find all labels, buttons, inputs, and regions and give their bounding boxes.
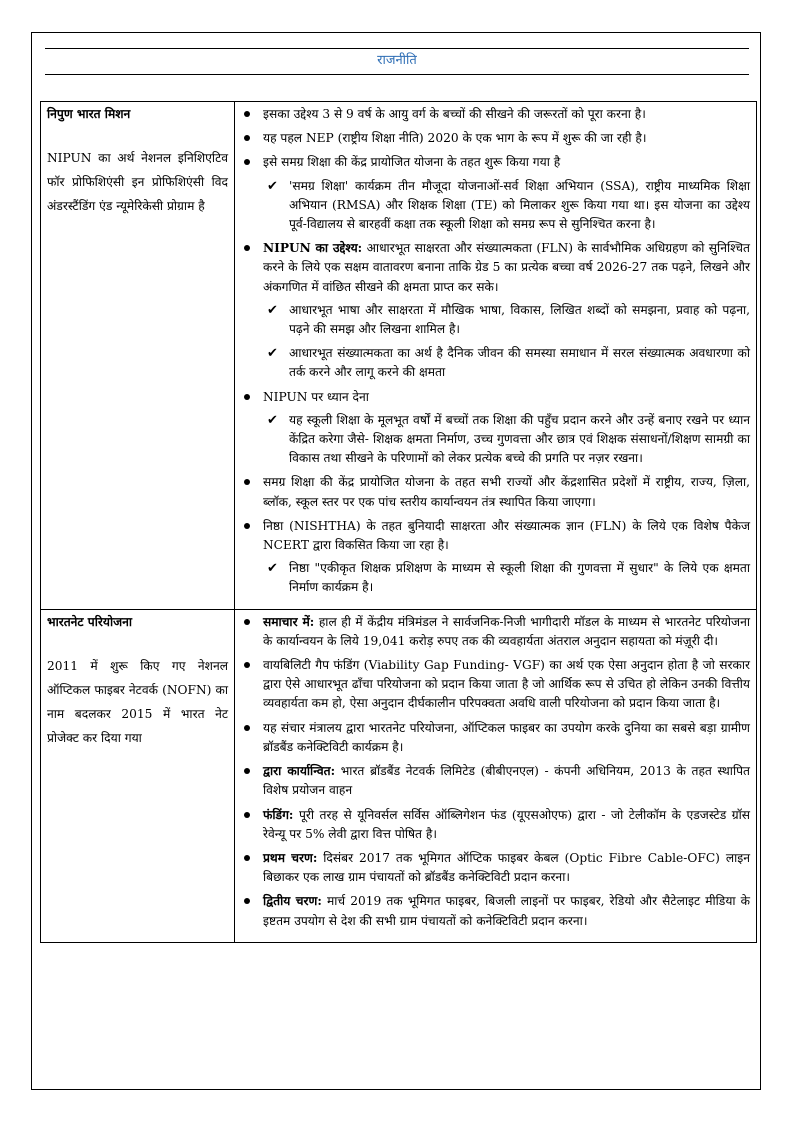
- bullet-item: [241, 719, 750, 757]
- check-list: [263, 411, 750, 469]
- bullet-dot-icon: [244, 394, 250, 400]
- bullet-lead: प्रथम चरण:: [263, 850, 318, 865]
- bullet-text: NIPUN पर ध्यान देना: [263, 389, 369, 404]
- bullet-text: यह पहल NEP (राष्ट्रीय शिक्षा नीति) 2020 के एक भाग के रूप में शुरू की जा रही है।: [263, 131, 647, 146]
- bullet-item: [241, 849, 750, 887]
- bullet-dot-icon: [244, 523, 250, 529]
- check-item: [263, 411, 750, 469]
- checkmark-icon: ✔: [267, 302, 278, 318]
- content-table: [40, 101, 757, 943]
- check-item: [263, 177, 750, 235]
- bullet-dot-icon: [244, 662, 250, 668]
- bullet-text: इसका उद्देश्य 3 से 9 वर्ष के आयु वर्ग के बच्चों की सीखने की जरूरतों को पूरा करना है।: [263, 107, 646, 121]
- checkmark-icon: ✔: [267, 346, 278, 362]
- bullet-text: पूरी तरह से यूनिवर्सल सर्विस ऑब्लिगेशन फंड (यूएसओएफ) द्वारा - जो टेलीकॉम के एडजस्टेड ग्रॉस रेवेन्यू पर 5% लेवी द्वारा वित्त पोषित है।: [263, 807, 751, 841]
- bullet-item: [241, 153, 750, 234]
- bullet-dot-icon: [244, 855, 250, 861]
- bullet-item: [241, 892, 750, 930]
- bullet-item: [241, 239, 750, 382]
- bullet-text: आधारभूत साक्षरता और संख्यात्मकता (FLN) के सार्वभौमिक अधिग्रहण को सुनिश्चित करने के लिये एक सक्षम वातावरण बनाना ताकि ग्रेड 5 का प्रत्येक बच्चा वर्ष 2026-27 तक पढ़ने, लिखने और अंकगणित में वांछित सीखने की क्षमता प्राप्त कर सके।: [263, 241, 750, 294]
- bullet-text: निष्ठा (NISHTHA) के तहत बुनियादी साक्षरता और संख्यात्मक ज्ञान (FLN) के लिये एक विशेष पैकेज NCERT द्वारा विकसित किया जा रहा है।: [263, 518, 750, 553]
- bullet-item: [241, 656, 750, 714]
- bullet-lead: द्वितीय चरण:: [263, 894, 322, 909]
- check-text: आधारभूत संख्यात्मकता का अर्थ है दैनिक जीवन की समस्या समाधान में सरल संख्यात्मक अवधारणा को तर्क करने और लागू करने की क्षमता: [289, 346, 750, 380]
- checkmark-icon: ✔: [267, 412, 278, 428]
- checkmark-icon: ✔: [267, 178, 278, 194]
- topic-row: [41, 609, 757, 942]
- topic-cell: [41, 609, 235, 942]
- bullet-dot-icon: [244, 619, 250, 625]
- bullet-item: [241, 473, 750, 511]
- check-text: निष्ठा "एकीकृत शिक्षक प्रशिक्षण के माध्यम से स्कूली शिक्षा की गुणवत्ता में सुधार" के लिये एक क्षमता निर्माण कार्यक्रम है।: [289, 561, 750, 595]
- bullet-text: हाल ही में केंद्रीय मंत्रिमंडल ने सार्वजनिक-निजी भागीदारी मॉडल के माध्यम से भारतनेट परियोजना के कार्यान्वयन के लिये 19,041 करोड़ रुपए तक की व्यवहार्यता अंतराल अनुदान सहायता को मंज़ूरी दी।: [263, 614, 750, 648]
- check-text: यह स्कूली शिक्षा के मूलभूत वर्षों में बच्चों तक शिक्षा की पहुँच प्रदान करने और उन्हें बनाए रखने पर ध्यान केंद्रित करेगा जैसे- शिक्षक क्षमता निर्माण, उच्च गुणवत्ता और छात्र एवं शिक्षक संसाधनों/शिक्षण सामग्री का विकास तथा सीखने के परिणामों को लेकर प्रत्येक बच्चे की प्रगति पर नज़र रखना।: [289, 412, 750, 466]
- header-rule-top: [45, 48, 749, 49]
- check-list: [263, 177, 750, 235]
- bullet-text: मार्च 2019 तक भूमिगत फाइबर, बिजली लाइनों पर फाइबर, रेडियो और सैटेलाइट मीडिया के इष्टतम उपयोग से देश की सभी ग्राम पंचायतों को कनेक्टिविटी प्रदान करना।: [263, 894, 751, 928]
- details-cell: [235, 609, 757, 942]
- topic-cell: [41, 102, 235, 610]
- bullet-lead: NIPUN का उद्देश्य:: [263, 241, 363, 256]
- bullet-dot-icon: [244, 111, 250, 117]
- check-list: [263, 301, 750, 383]
- bullet-item: [241, 613, 750, 651]
- bullet-dot-icon: [244, 725, 250, 731]
- bullet-lead: द्वारा कार्यान्वित:: [263, 764, 336, 779]
- bullet-dot-icon: [244, 812, 250, 818]
- bullet-text: भारत ब्रॉडबैंड नेटवर्क लिमिटेड (बीबीएनएल) - कंपनी अधिनियम, 2013 के तहत स्थापित विशेष प्रयोजन वाहन: [263, 764, 750, 798]
- bullet-lead: फंडिंग:: [263, 807, 294, 822]
- bullet-dot-icon: [244, 898, 250, 904]
- bullet-text: यह संचार मंत्रालय द्वारा भारतनेट परियोजना, ऑप्टिकल फाइबर का उपयोग करके दुनिया का सबसे बड़ा ग्रामीण ब्रॉडबैंड कनेक्टिविटी कार्यक्रम है।: [263, 720, 750, 754]
- bullet-item: [241, 762, 750, 800]
- topic-heading: भारतनेट परियोजना: [47, 614, 133, 629]
- check-text: 'समग्र शिक्षा' कार्यक्रम तीन मौजूदा योजनाओं-सर्व शिक्षा अभियान (SSA), राष्ट्रीय माध्यमिक शिक्षा अभियान (RMSA) और शिक्षक शिक्षा (TE) को मिलाकर शुरू किया गया था। इस योजना का उद्देश्य पूर्व-विद्यालय से बारहवीं कक्षा तक स्कूली शिक्षा को समग्र रूप से सुनिश्चित करना है।: [289, 178, 750, 232]
- bullet-text: इसे समग्र शिक्षा की केंद्र प्रायोजित योजना के तहत शुरू किया गया है: [263, 155, 561, 170]
- check-item: [263, 301, 750, 339]
- bullet-text: दिसंबर 2017 तक भूमिगत ऑप्टिक फाइबर केबल (Optic Fibre Cable-OFC) लाइन बिछाकर एक लाख ग्राम पंचायतों को ब्रॉडबैंड कनेक्टिविटी प्रदान करना।: [263, 850, 750, 885]
- bullet-item: [241, 517, 750, 598]
- bullet-item: [241, 806, 750, 844]
- topic-description: NIPUN का अर्थ नेशनल इनिशिएटिव फॉर प्रोफिशिएंसी इन प्रोफिशिएंसी विद अंडरस्टैंडिंग एंड न्यूमेरिकेसी प्रोग्राम है: [47, 151, 228, 213]
- bullet-item: [241, 388, 750, 469]
- bullet-dot-icon: [244, 135, 250, 141]
- bullet-list: [241, 105, 750, 598]
- check-list: [263, 559, 750, 597]
- check-text: आधारभूत भाषा और साक्षरता में मौखिक भाषा, विकास, लिखित शब्दों को समझना, प्रवाह को पढ़ना, पढ़ने की समझ और लिखना शामिल है।: [289, 302, 750, 337]
- checkmark-icon: ✔: [267, 561, 278, 577]
- topic-heading: निपुण भारत मिशन: [47, 107, 131, 121]
- bullet-list: [241, 613, 750, 931]
- details-cell: [235, 102, 757, 610]
- bullet-lead: समाचार में:: [263, 614, 315, 629]
- bullet-item: [241, 105, 750, 124]
- check-item: [263, 344, 750, 382]
- bullet-text: समग्र शिक्षा की केंद्र प्रायोजित योजना के तहत सभी राज्यों और केंद्रशासित प्रदेशों में राष्ट्रीय, राज्य, ज़िला, ब्लॉक, स्कूल स्तर पर एक पांच स्तरीय कार्यान्वयन तंत्र स्थापित किया जाएगा।: [263, 475, 750, 509]
- bullet-dot-icon: [244, 159, 250, 165]
- bullet-dot-icon: [244, 245, 250, 251]
- check-item: [263, 559, 750, 597]
- header-rule-bottom: [45, 74, 749, 75]
- bullet-dot-icon: [244, 479, 250, 485]
- page-title: राजनीति: [377, 53, 417, 68]
- topic-description: 2011 में शुरू किए गए नेशनल ऑप्टिकल फाइबर नेटवर्क (NOFN) का नाम बदलकर 2015 में भारत नेट प्रोजेक्ट कर दिया गया: [47, 658, 228, 745]
- bullet-text: वायबिलिटी गैप फंडिंग (Viability Gap Funding- VGF) का अर्थ एक ऐसा अनुदान होता है जो सरकार द्वारा ऐसे आधारभूत ढाँचा परियोजना को प्रदान किया जाता है जो आर्थिक रूप से उचित हो लेकिन उनकी वित्तीय व्यवहार्यता कम हो, ऐसा अनुदान दीर्घकालीन परिपक्वता अवधि वाली परियोजना को प्रदान किया जाता है।: [263, 658, 750, 711]
- bullet-item: [241, 129, 750, 148]
- topic-row: [41, 102, 757, 610]
- bullet-dot-icon: [244, 768, 250, 774]
